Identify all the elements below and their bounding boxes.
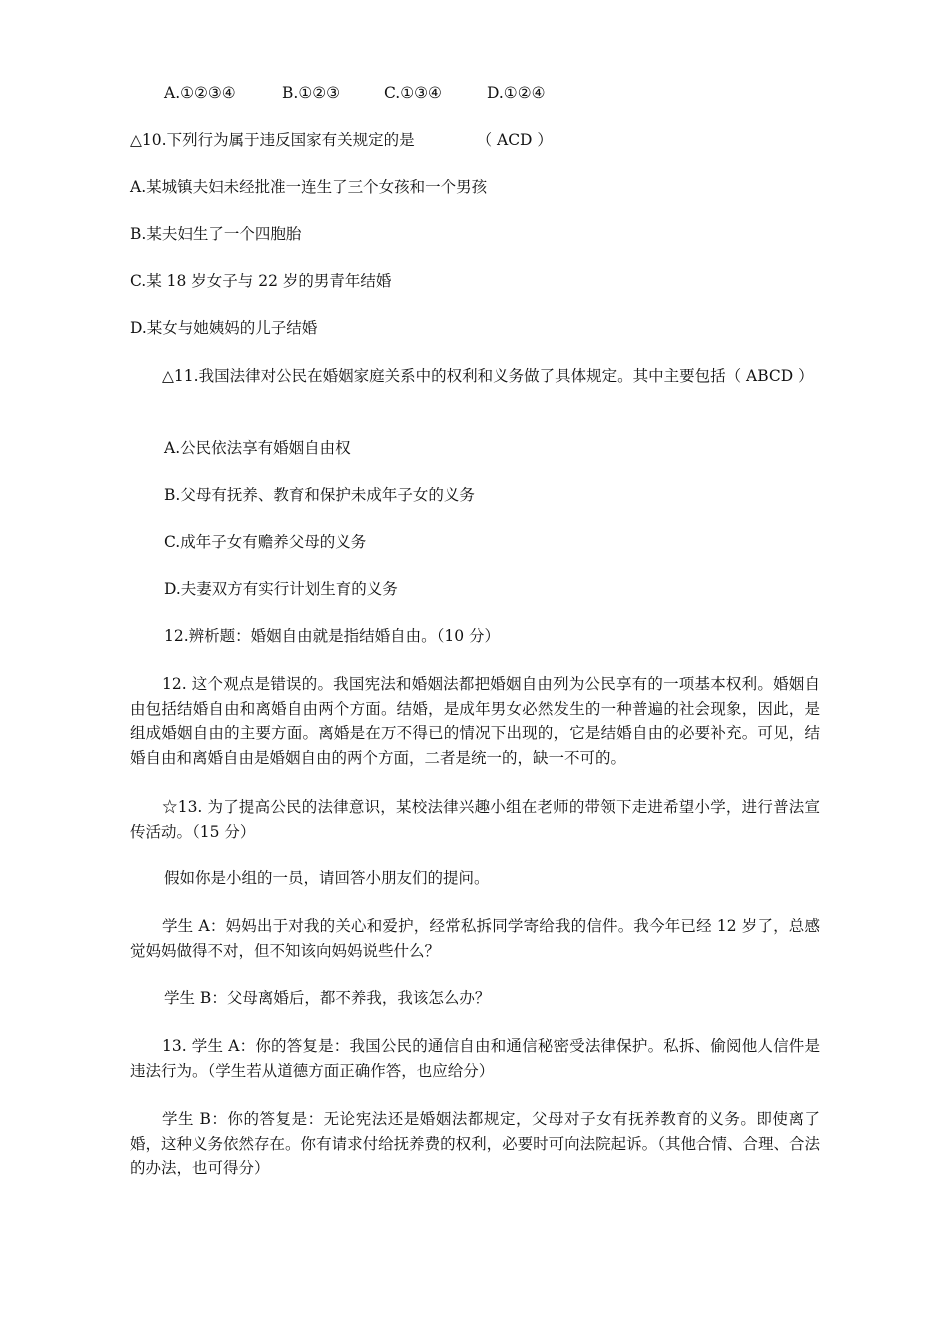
q10-stem: △10.下列行为属于违反国家有关规定的是 bbox=[130, 131, 415, 149]
q13-answer-a: 13. 学生 A：你的答复是：我国公民的通信自由和通信秘密受法律保护。私拆、偷阅他人信件是违法行为。（学生若从道德方面正确作答，也应给分） bbox=[130, 1037, 820, 1080]
q11-option-b: B.父母有抚养、教育和保护未成年子女的义务 bbox=[164, 486, 475, 504]
q11-option-d: D.夫妻双方有实行计划生育的义务 bbox=[164, 580, 398, 598]
q10-answer: （ ACD ） bbox=[476, 131, 553, 149]
q11-stem: △11.我国法律对公民在婚姻家庭关系中的权利和义务做了具体规定。其中主要包括（ ABCD ） bbox=[162, 367, 814, 385]
q13-student-b-question: 学生 B：父母离婚后，都不养我，我该怎么办？ bbox=[164, 989, 491, 1007]
q10-option-a: A.某城镇夫妇未经批准一连生了三个女孩和一个男孩 bbox=[130, 178, 488, 196]
q11-option-a: A.公民依法享有婚姻自由权 bbox=[164, 439, 351, 457]
q13-student-a-question: 学生 A：妈妈出于对我的关心和爱护，经常私拆同学寄给我的信件。我今年已经 12 岁了，总感觉妈妈做得不对，但不知该向妈妈说些什么？ bbox=[130, 917, 820, 960]
q10-option-d: D.某女与她姨妈的儿子结婚 bbox=[130, 319, 318, 337]
q9-option-d: D.①②④ bbox=[487, 84, 546, 102]
q10-option-c: C.某 18 岁女子与 22 岁的男青年结婚 bbox=[130, 272, 392, 290]
q13-answer-b: 学生 B：你的答复是：无论宪法还是婚姻法都规定，父母对子女有抚养教育的义务。即使离了婚，这种义务依然存在。你有请求付给抚养费的权利，必要时可向法院起诉。（其他合情、合理、合法的办法，也可得分） bbox=[130, 1110, 820, 1177]
q12-stem: 12.辨析题：婚姻自由就是指结婚自由。（10 分） bbox=[164, 627, 501, 645]
q12-answer: 12. 这个观点是错误的。我国宪法和婚姻法都把婚姻自由列为公民享有的一项基本权利。婚姻自由包括结婚自由和离婚自由两个方面。结婚，是成年男女必然发生的一种普遍的社会现象，因此，是组成婚姻自由的主要方面。离婚是在万不得已的情况下出现的，它是结婚自由的必要补充。可见，结婚自由和离婚自由是婚姻自由的两个方面，二者是统一的，缺一不可的。 bbox=[130, 675, 820, 767]
q13-prompt: 假如你是小组的一员，请回答小朋友们的提问。 bbox=[164, 869, 490, 887]
q13-stem: ☆13. 为了提高公民的法律意识，某校法律兴趣小组在老师的带领下走进希望小学，进行普法宣传活动。（15 分） bbox=[130, 798, 820, 841]
q9-option-a: A.①②③④ bbox=[164, 84, 236, 102]
q9-option-b: B.①②③ bbox=[282, 84, 341, 102]
q10-question bbox=[130, 129, 553, 151]
q10-option-b: B.某夫妇生了一个四胞胎 bbox=[130, 225, 302, 243]
q11-option-c: C.成年子女有赡养父母的义务 bbox=[164, 533, 367, 551]
q9-option-c: C.①③④ bbox=[384, 84, 442, 102]
